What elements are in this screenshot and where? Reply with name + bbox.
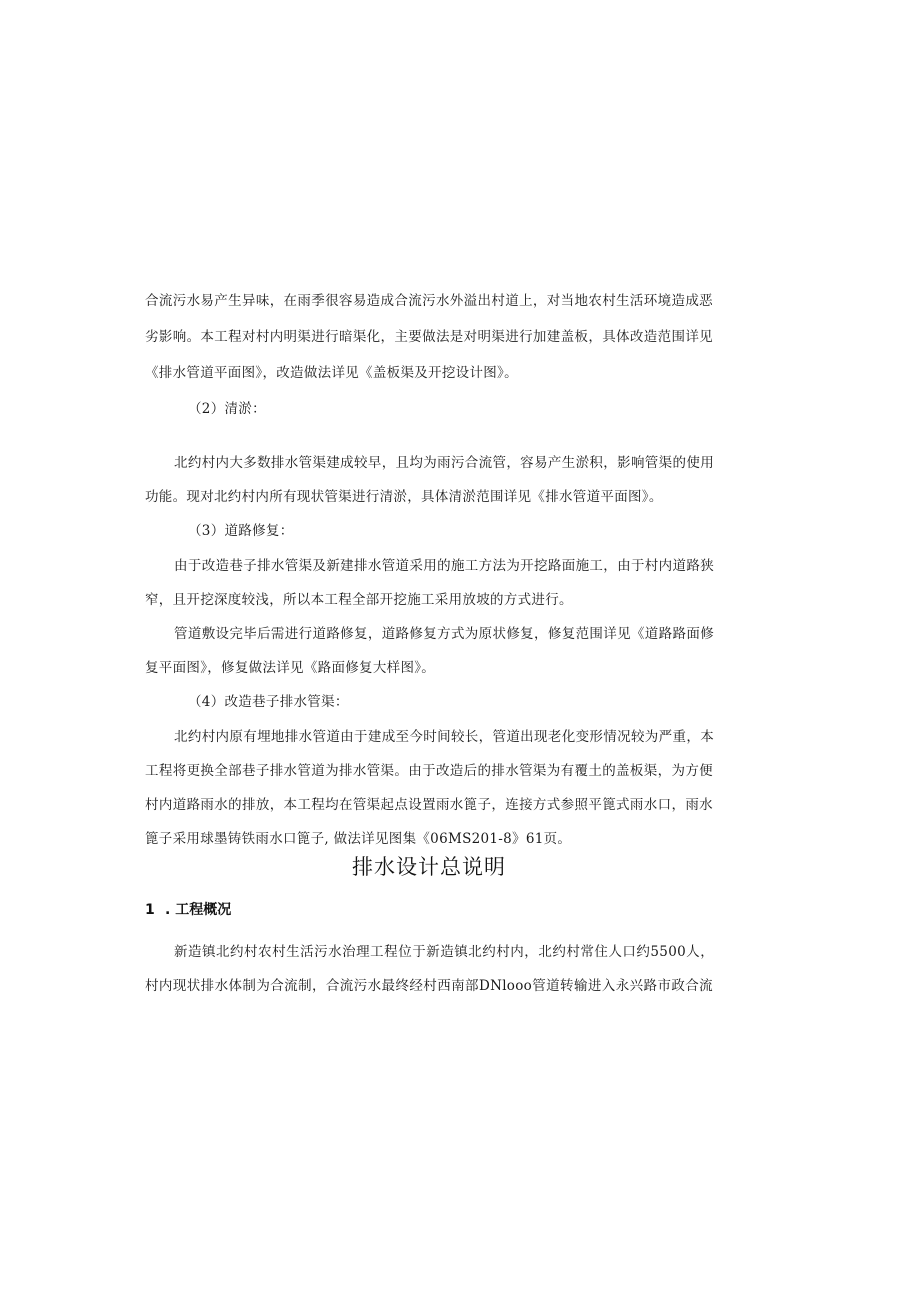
paragraph-line: 北约村内原有埋地排水管道由于建成至今时间较长，管道出现老化变形情况较为严重，本: [174, 729, 714, 745]
paragraph-line: 村内现状排水体制为合流制，合流污水最终经村西南部DNlooo管道转输进入永兴路市政合流: [145, 978, 713, 994]
subheading-road-repair: （3）道路修复：: [188, 523, 294, 539]
paragraph-line: 篦子采用球墨铸铁雨水口篦子, 做法详见图集《06MS201-8》61页。: [145, 831, 572, 847]
paragraph-line: 劣影响。本工程对村内明渠进行暗渠化，主要做法是对明渠进行加建盖板，具体改造范围详见: [145, 329, 713, 345]
paragraph-line: 《排水管道平面图》，改造做法详见《盖板渠及开挖设计图》。: [145, 365, 518, 381]
paragraph-line: 村内道路雨水的排放，本工程均在管渠起点设置雨水篦子，连接方式参照平篦式雨水口，雨水: [145, 797, 713, 813]
paragraph-line: 功能。现对北约村内所有现状管渠进行清淤，具体清淤范围详见《排水管道平面图》。: [145, 489, 663, 505]
paragraph-line: 新造镇北约村农村生活污水治理工程位于新造镇北约村内，北约村常住人口约5500人，: [174, 944, 714, 960]
subheading-alley-drainage: （4）改造巷子排水管渠：: [188, 694, 349, 710]
paragraph-line: 工程将更换全部巷子排水管道为排水管渠。由于改造后的排水管渠为有覆土的盖板渠，为方便: [145, 763, 713, 779]
section-number: 1: [145, 902, 155, 918]
section-heading: [145, 900, 231, 920]
paragraph-line: 复平面图》，修复做法详见《路面修复大样图》。: [145, 660, 436, 676]
paragraph-line: 管道敷设完毕后需进行道路修复，道路修复方式为原状修复，修复范围详见《道路路面修: [174, 626, 714, 642]
paragraph-line: 由于改造巷子排水管渠及新建排水管道采用的施工方法为开挖路面施工，由于村内道路狭: [174, 558, 714, 574]
section-label: . 工程概况: [165, 902, 232, 918]
document-title: 排水设计总说明: [352, 855, 506, 879]
paragraph-line: 合流污水易产生异味，在雨季很容易造成合流污水外溢出村道上，对当地农村生活环境造成恶: [145, 293, 713, 309]
subheading-dredging: （2）清淤：: [188, 401, 266, 417]
paragraph-line: 窄，且开挖深度较浅，所以本工程全部开挖施工采用放坡的方式进行。: [145, 592, 573, 608]
paragraph-line: 北约村内大多数排水管渠建成较早，且均为雨污合流管，容易产生淤积，影响管渠的使用: [174, 455, 714, 471]
